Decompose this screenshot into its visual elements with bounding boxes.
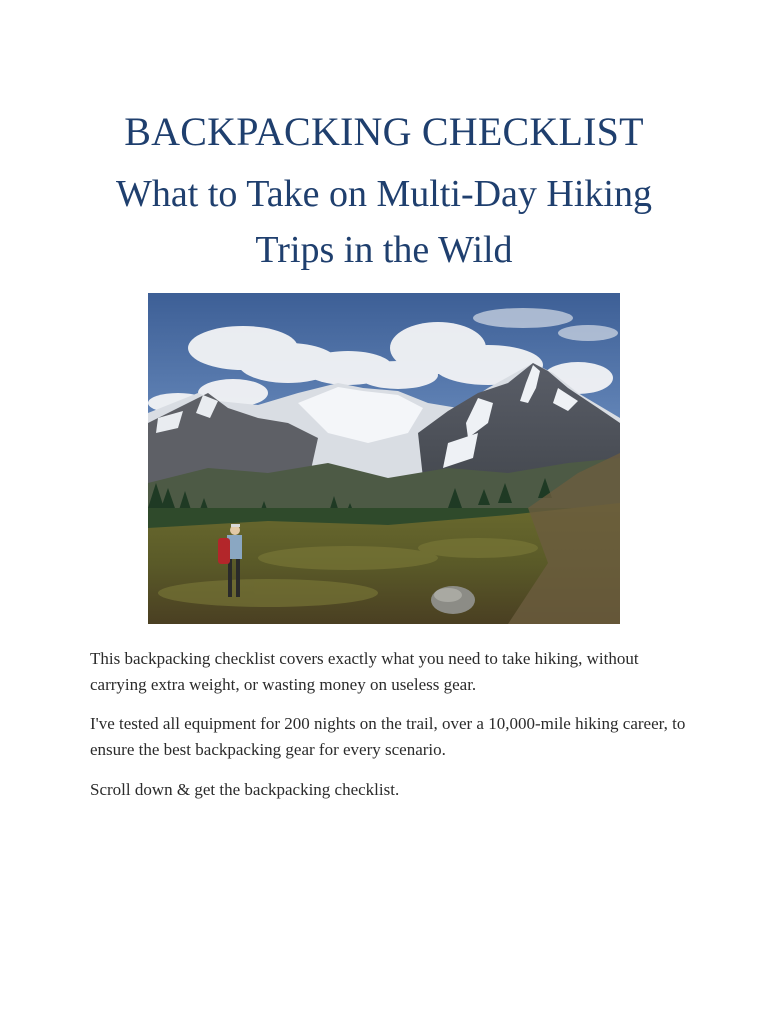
page-title: BACKPACKING CHECKLIST <box>124 109 644 154</box>
page-subtitle: What to Take on Multi-Day Hiking Trips in the Wild <box>116 173 652 271</box>
intro-paragraph: This backpacking checklist covers exactly what you need to take hiking, without carrying extra weight, or wasting money on useless gear. <box>90 649 639 694</box>
scroll-prompt-paragraph: Scroll down & get the backpacking checklist. <box>90 780 400 799</box>
hero-mountain-photo <box>148 293 620 624</box>
experience-paragraph: I've tested all equipment for 200 nights on the trail, over a 10,000-mile hiking career, to ensure the best backpacking gear for every scenario. <box>90 714 686 759</box>
